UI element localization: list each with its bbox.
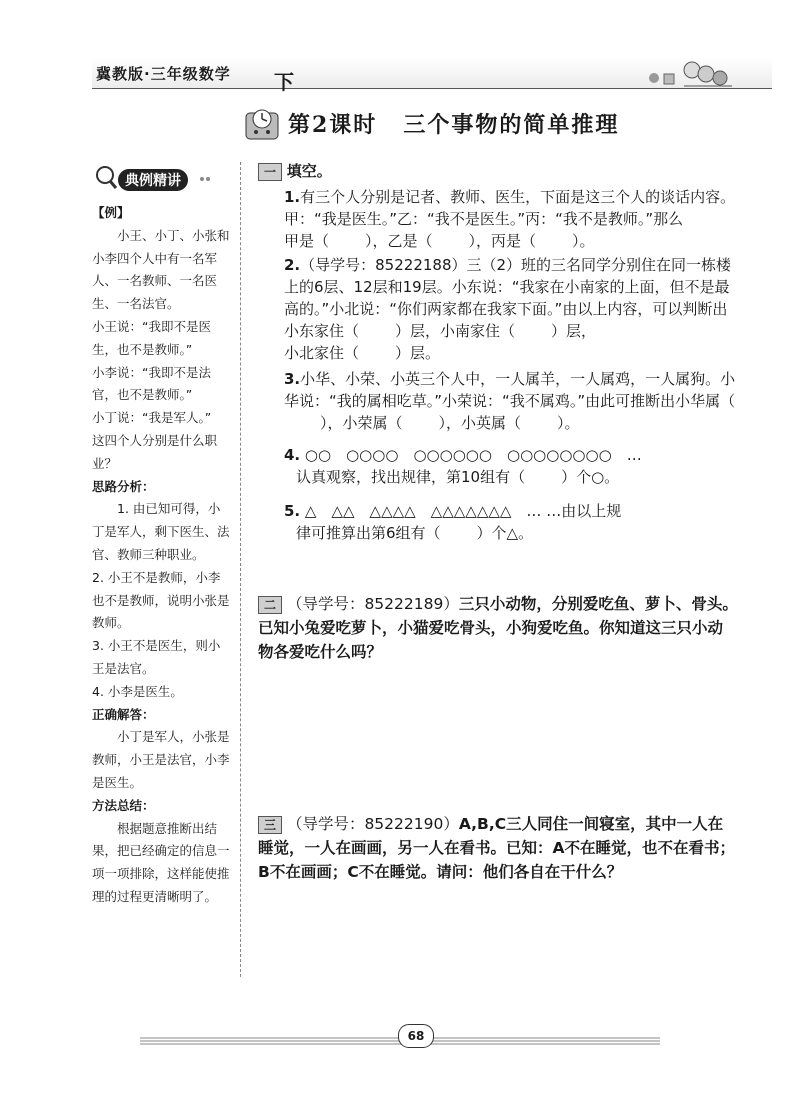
sidebar-example: [92, 202, 232, 909]
answer-label: 正确解答：: [92, 706, 155, 722]
example-line: 小王说：“我即不是医生，也不是教师。”: [92, 318, 211, 357]
question-3: [258, 368, 738, 434]
answer-blank: ），丙是（: [468, 232, 537, 250]
question-text: ）个○。: [561, 468, 620, 486]
question-text: ）个△。: [476, 524, 534, 542]
question-text: 小华、小荣、小英三个人中，一人属羊，一人属鸡，一人属狗。小华说：“我的属相吃草。”小荣说：“我不属鸡。”由此可推断出小华属（: [284, 370, 736, 410]
answer-text: 小丁是军人，小张是教师，小王是法官，小李是医生。: [92, 729, 230, 790]
section-marker: 二: [258, 596, 282, 614]
question-text: ）层，: [551, 322, 597, 340]
question-number: 5.: [284, 502, 301, 520]
example-line: 小王、小丁、小张和小李四个人中有一名军人、一名教师、一名医生、一名法官。: [92, 227, 230, 312]
question-text: 有三个人分别是记者、教师、医生，下面是这三个人的谈话内容。: [300, 188, 736, 206]
answer-blank: 甲是（: [284, 232, 330, 250]
question-text: ）层，小南家住（: [395, 322, 516, 340]
section-animals: [258, 592, 738, 664]
question-number: 4.: [284, 446, 301, 464]
question-1: [258, 186, 738, 252]
lesson-topic: 三个事物的简单推理: [403, 112, 620, 138]
question-text: ）层。: [395, 344, 441, 362]
question-text: 小北家住（: [284, 344, 360, 362]
page-number: 68: [398, 1024, 434, 1048]
example-line: 这四个人分别是什么职业？: [92, 432, 218, 471]
example-line: 小李说：“我即不是法官，也不是教师。”: [92, 364, 211, 403]
section-marker: 一: [258, 163, 282, 181]
question-4: [258, 444, 738, 488]
answer-blank: ）。: [572, 232, 595, 250]
lesson-number: 第2课时: [288, 112, 378, 138]
question-5: [258, 500, 738, 544]
analysis-step: 1. 由已知可得，小丁是军人，剩下医生、法官、教师三种职业。: [92, 501, 230, 562]
summary-text: 根据题意推断出结果，把已经确定的信息一项一项排除，这样能使推理的过程更清晰明了。: [92, 820, 230, 904]
question-number: 2.: [284, 256, 301, 274]
question-text: ），小荣属（: [320, 414, 403, 432]
example-label: 【例】: [92, 205, 130, 220]
analysis-step: 3. 小王不是医生，则小王是法官。: [92, 638, 221, 676]
question-text: ），小英属（: [438, 414, 522, 432]
guide-number: （导学号：85222190）: [286, 815, 459, 833]
analysis-label: 思路分析：: [92, 478, 155, 494]
question-text: …由以上规: [546, 502, 622, 520]
example-badge: 典例精讲: [118, 169, 188, 191]
circle-pattern: ○○ ○○○○ ○○○○○○ ○○○○○○○○ …: [304, 446, 642, 464]
section-marker: 三: [258, 816, 282, 834]
cartoon-decoration-icon: [640, 56, 736, 90]
guide-number: （导学号：85222189）: [286, 595, 459, 613]
question-text: 律可推算出第6组有（: [296, 524, 441, 542]
question-text: ）。: [557, 414, 580, 432]
example-line: 小丁说：“我是军人。”: [92, 410, 212, 426]
triangle-pattern: △ △△ △△△△ △△△△△△△ …: [304, 502, 542, 520]
question-text: 三只小动物，分别爱吃鱼、萝卜、骨头。已知小兔爱吃萝卜，小猫爱吃骨头，小狗爱吃鱼。你知道这三只小动物各爱吃什么吗？: [258, 595, 738, 661]
volume-label: 下: [274, 70, 294, 94]
question-number: 1.: [284, 188, 301, 206]
section-title: 填空。: [286, 162, 332, 180]
section-roommates: [258, 812, 738, 884]
sidebar-divider: [240, 162, 241, 977]
analysis-step: 2. 小王不是教师，小李也不是教师，说明小张是教师。: [92, 569, 230, 631]
section-fill-blank: [258, 160, 738, 544]
series-title: 冀教版·三年级数学: [96, 65, 231, 83]
question-text: （导学号：85222188）三（2）班的三名同学分别住在同一栋楼上的6层、12层和19层。小东说：“我家在小南家的上面，但不是最高的。”小北说：“你们两家都在我家下面。”由以上内容，可以判断出小东家住（: [284, 256, 732, 340]
clock-icon: [243, 103, 281, 141]
summary-label: 方法总结：: [92, 797, 155, 813]
question-text: A,B,C三人同住一间寝室，其中一人在睡觉，一人在画画，另一人在看书。已知：A不在睡觉，也不在看书；B不在画画；C不在睡觉。请问：他们各自在干什么？: [258, 815, 735, 881]
page-title: [288, 108, 619, 139]
analysis-step: 4. 小李是医生。: [92, 683, 183, 699]
answer-blank: ），乙是（: [365, 232, 433, 250]
question-text: 甲：“我是医生。”乙：“我不是医生。”丙：“我不是教师。”那么: [284, 210, 684, 228]
question-2: [258, 254, 738, 364]
question-text: 认真观察，找出规律，第10组有（: [296, 468, 526, 486]
question-number: 3.: [284, 370, 301, 388]
